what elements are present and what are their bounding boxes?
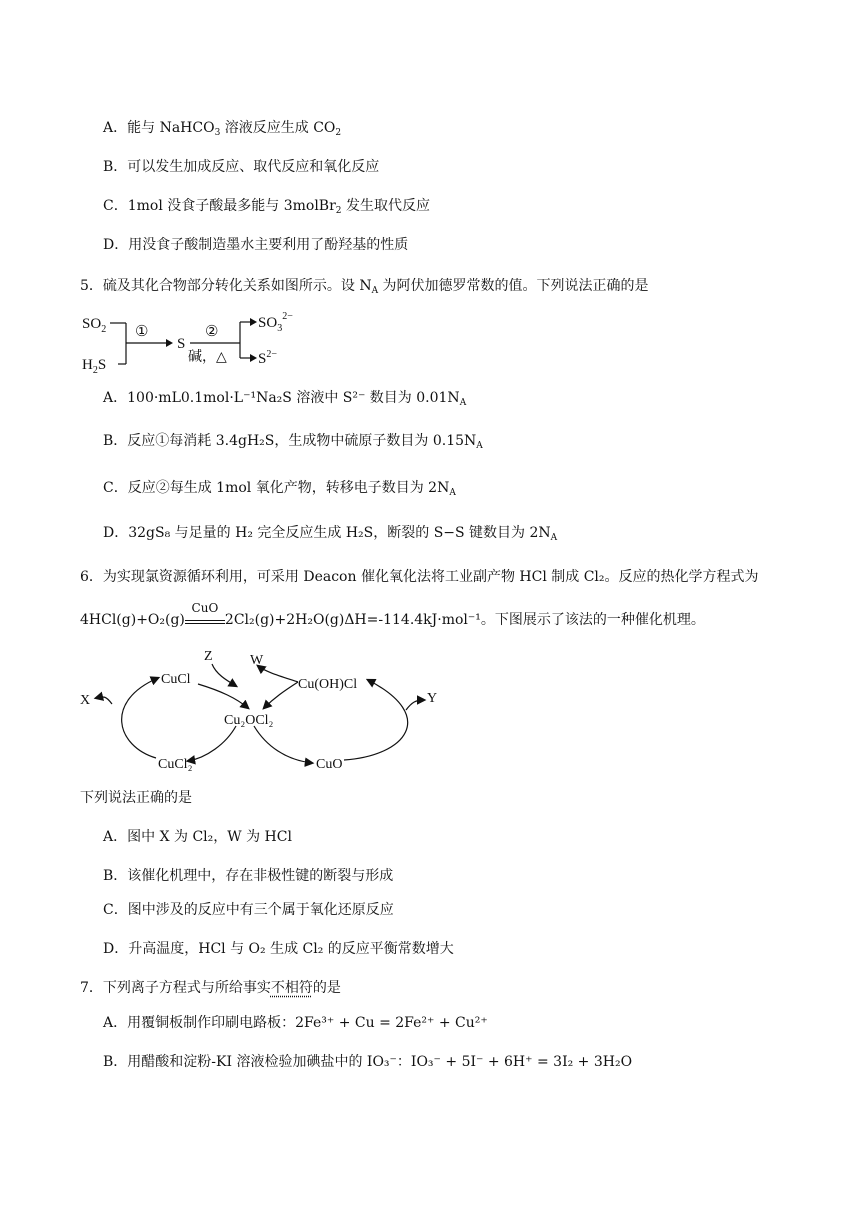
catalyst-label: CuO: [191, 601, 219, 615]
q7-stem: 7．下列离子方程式与所给事实不相符的是: [80, 980, 341, 996]
catalytic-cycle-diagram: [76, 646, 476, 776]
emphasis-text: 不相符: [270, 980, 313, 996]
so3-label: $SO_3^{2-}$: [258, 311, 293, 334]
q6-option-d: D．升高温度，HCl 与 O₂ 生成 Cl₂ 的反应平衡常数增大: [103, 941, 454, 957]
cucl-label: CuCl: [161, 672, 191, 687]
step2-label: ②: [205, 324, 219, 340]
q5-option-a: A．100·mL0.1mol·L⁻¹Na₂S 溶液中 S²⁻ 数目为 $0.01N_A$: [103, 390, 467, 408]
x-label: X: [80, 693, 91, 708]
w-label: W: [250, 653, 264, 668]
h2s-label: $H_2S$: [82, 357, 107, 376]
q7-option-b: B．用醋酸和淀粉-KI 溶液检验加碘盐中的 IO₃⁻：IO₃⁻ + 5I⁻ + 6H⁺ = 3I₂ + 3H₂O: [103, 1054, 633, 1070]
q5-stem: 5．硫及其化合物部分转化关系如图所示。设 $N_A$ 为阿伏加德罗常数的值。下列说法正确的是: [80, 278, 649, 296]
q6-prompt: 下列说法正确的是: [80, 790, 192, 806]
q5-option-b: B．反应①每消耗 3.4gH₂S，生成物中硫原子数目为 $0.15N_A$: [103, 433, 483, 451]
sulfur-conversion-diagram: [80, 308, 310, 378]
q6-equation: 4HCl(g)+O₂(g) CuO 2Cl₂(g)+2H₂O(g)ΔH=-114.4kJ·mol⁻¹。下图展示了该法的一种催化机理。: [80, 610, 705, 630]
q5-option-c: C．反应②每生成 1mol 氧化产物，转移电子数目为 $2N_A$: [103, 480, 456, 498]
step1-label: ①: [135, 324, 149, 340]
cucl2-label: CuCl₂: [158, 757, 193, 772]
condition-label: 碱，△: [188, 350, 227, 365]
cuohcl-label: Cu(OH)Cl: [298, 677, 358, 692]
q6-stem: 6．为实现氯资源循环利用，可采用 Deacon 催化氧化法将工业副产物 HCl 制成 Cl₂。反应的热化学方程式为: [80, 569, 759, 585]
y-label: Y: [427, 691, 438, 706]
q4-option-c: C．1mol 没食子酸最多能与 3molBr$_2$ 发生取代反应: [103, 198, 430, 216]
q4-option-d: D．用没食子酸制造墨水主要利用了酚羟基的性质: [103, 237, 409, 253]
q6-option-b: B．该催化机理中，存在非极性键的断裂与形成: [103, 868, 394, 884]
q6-option-a: A．图中 X 为 Cl₂，W 为 HCl: [103, 829, 292, 845]
q4-option-b: B．可以发生加成反应、取代反应和氧化反应: [103, 159, 380, 175]
q6-option-c: C．图中涉及的反应中有三个属于氧化还原反应: [103, 902, 394, 918]
sulfide-label: $S^{2-}$: [258, 349, 277, 367]
cuo-label: CuO: [316, 757, 343, 772]
q4-option-a: A．能与 NaHCO$_3$ 溶液反应生成 $CO_2$: [103, 120, 342, 138]
q7-option-a: A．用覆铜板制作印刷电路板：2Fe³⁺ + Cu = 2Fe²⁺ + Cu²⁺: [103, 1015, 488, 1031]
q5-option-d: D．32gS₈ 与足量的 H₂ 完全反应生成 H₂S，断裂的 S−S 键数目为 $2N_A$: [103, 525, 558, 543]
z-label: Z: [204, 649, 213, 664]
cu2ocl2-label: Cu₂OCl₂: [224, 713, 274, 728]
so2-label: $SO_2$: [82, 316, 107, 335]
s-label: S: [177, 336, 186, 352]
